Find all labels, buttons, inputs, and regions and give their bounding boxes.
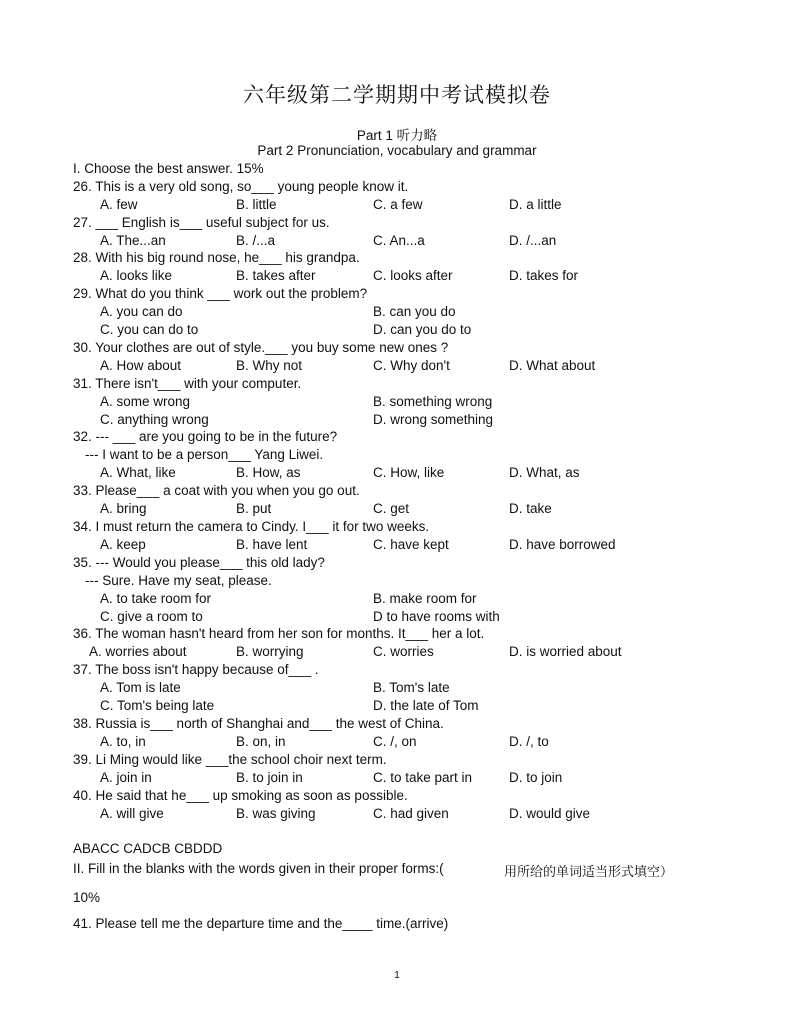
page-number: 1	[394, 970, 400, 981]
question-36-option-d: D. is worried about	[509, 644, 622, 659]
question-38-option-d: D. /, to	[509, 734, 549, 749]
question-38-option-b: B. on, in	[236, 734, 286, 749]
question-38-stem: 38. Russia is___ north of Shanghai and___ the west of China.	[73, 716, 444, 731]
question-32-stem: 32. --- ___ are you going to be in the future?	[73, 429, 338, 444]
question-39-stem: 39. Li Ming would like ___the school choir next term.	[73, 752, 387, 767]
question-26-option-a: A. few	[100, 197, 138, 212]
question-35-option-b: B. make room for	[373, 591, 477, 606]
question-35-option-a: A. to take room for	[100, 591, 212, 606]
question-29-option-b: B. can you do	[373, 304, 456, 319]
question-30-option-a: A. How about	[100, 358, 182, 373]
question-27-option-d: D. /...an	[509, 233, 557, 248]
question-38-option-c: C. /, on	[373, 734, 417, 749]
question-26-option-c: C. a few	[373, 197, 423, 212]
question-26-option-b: B. little	[236, 197, 277, 212]
question-31-option-b: B. something wrong	[373, 394, 493, 409]
question-28-option-b: B. takes after	[236, 268, 316, 283]
question-37-stem: 37. The boss isn't happy because of___ .	[73, 662, 319, 677]
question-40-option-b: B. was giving	[236, 806, 316, 821]
answer-key: ABACC CADCB CBDDD	[73, 841, 223, 856]
question-40-option-d: D. would give	[509, 806, 591, 821]
question-29-option-a: A. you can do	[100, 304, 183, 319]
section2-instruction-chinese: 用所给的单词适当形式填空）	[504, 865, 674, 880]
question-37-option-c: C. Tom's being late	[100, 698, 215, 713]
question-39-option-b: B. to join in	[236, 770, 303, 785]
question-27-option-a: A. The...an	[100, 233, 166, 248]
exam-title: 六年级第二学期期中考试模拟卷	[243, 83, 551, 107]
question-29-stem: 29. What do you think ___ work out the problem?	[73, 286, 368, 301]
question-40-stem: 40. He said that he___ up smoking as soon as possible.	[73, 788, 408, 803]
question-29-option-c: C. you can do to	[100, 322, 199, 337]
question-28-option-c: C. looks after	[373, 268, 453, 283]
question-34-stem: 34. I must return the camera to Cindy. I___ it for two weeks.	[73, 519, 430, 534]
question-28-option-a: A. looks like	[100, 268, 173, 283]
question-35-reply: --- Sure. Have my seat, please.	[85, 573, 272, 588]
section1-heading: I. Choose the best answer. 15%	[73, 161, 264, 176]
question-30-option-d: D. What about	[509, 358, 596, 373]
question-37-option-b: B. Tom's late	[373, 680, 450, 695]
question-34-option-c: C. have kept	[373, 537, 449, 552]
question-28-option-d: D. takes for	[509, 268, 579, 283]
question-34-option-a: A. keep	[100, 537, 146, 552]
question-32-option-b: B. How, as	[236, 465, 301, 480]
question-30-option-b: B. Why not	[236, 358, 303, 373]
section2-score: 10%	[73, 890, 101, 905]
question-31-option-a: A. some wrong	[100, 394, 191, 409]
question-32-option-a: A. What, like	[100, 465, 176, 480]
question-30-option-c: C. Why don't	[373, 358, 450, 373]
question-27-option-c: C. An...a	[373, 233, 425, 248]
question-36-stem: 36. The woman hasn't heard from her son for months. It___ her a lot.	[73, 626, 485, 641]
question-31-stem: 31. There isn't___ with your computer.	[73, 376, 302, 391]
question-33-stem: 33. Please___ a coat with you when you go out.	[73, 483, 360, 498]
question-30-stem: 30. Your clothes are out of style.___ you buy some new ones ?	[73, 340, 449, 355]
question-39-option-d: D. to join	[509, 770, 563, 785]
question-33-option-a: A. bring	[100, 501, 147, 516]
question-29-option-d: D. can you do to	[373, 322, 472, 337]
question-33-option-d: D. take	[509, 501, 552, 516]
question-35-stem: 35. --- Would you please___ this old lady?	[73, 555, 325, 570]
part2-heading: Part 2 Pronunciation, vocabulary and grammar	[257, 143, 537, 158]
question-31-option-c: C. anything wrong	[100, 412, 209, 427]
section2-heading: II. Fill in the blanks with the words given in their proper forms:(	[73, 861, 444, 876]
question-40-option-c: C. had given	[373, 806, 449, 821]
question-35-option-d: D to have rooms with	[373, 609, 500, 624]
question-39-option-a: A. join in	[100, 770, 152, 785]
question-40-option-a: A. will give	[100, 806, 164, 821]
question-39-option-c: C. to take part in	[373, 770, 473, 785]
question-32-option-c: C. How, like	[373, 465, 445, 480]
question-35-option-c: C. give a room to	[100, 609, 203, 624]
question-37-option-d: D. the late of Tom	[373, 698, 479, 713]
question-36-option-a: A. worries about	[89, 644, 187, 659]
question-31-option-d: D. wrong something	[373, 412, 494, 427]
question-34-option-d: D. have borrowed	[509, 537, 616, 552]
question-36-option-b: B. worrying	[236, 644, 304, 659]
question-34-option-b: B. have lent	[236, 537, 308, 552]
question-26-stem: 26. This is a very old song, so___ young people know it.	[73, 179, 409, 194]
question-36-option-c: C. worries	[373, 644, 434, 659]
question-27-option-b: B. /...a	[236, 233, 276, 248]
question-33-option-c: C. get	[373, 501, 410, 516]
question-32-reply: --- I want to be a person___ Yang Liwei.	[85, 447, 324, 462]
question-33-option-b: B. put	[236, 501, 272, 516]
question-28-stem: 28. With his big round nose, he___ his grandpa.	[73, 250, 360, 265]
part1-heading: Part 1 听力略	[356, 128, 438, 143]
question-26-option-d: D. a little	[509, 197, 562, 212]
question-41: 41. Please tell me the departure time and the____ time.(arrive)	[73, 916, 449, 931]
question-27-stem: 27. ___ English is___ useful subject for us.	[73, 215, 330, 230]
question-37-option-a: A. Tom is late	[100, 680, 181, 695]
question-32-option-d: D. What, as	[509, 465, 580, 480]
question-38-option-a: A. to, in	[100, 734, 146, 749]
